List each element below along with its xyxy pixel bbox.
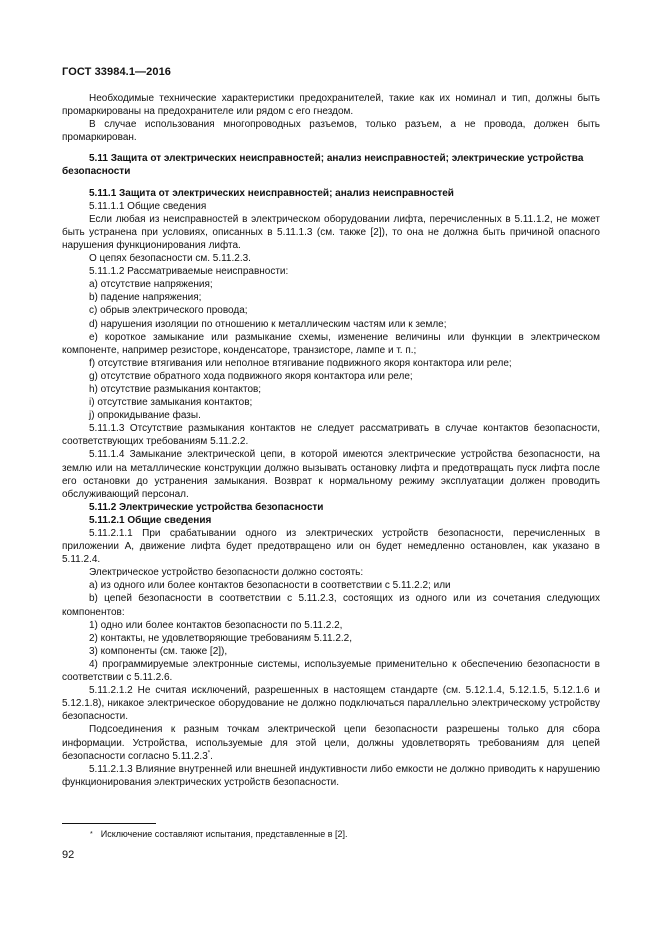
list-item: b) цепей безопасности в соответствии с 5.11.2.3, состоящих из одного или из сочетания следующих компонентов: xyxy=(62,593,600,618)
paragraph: 5.11.2.1.1 При срабатывании одного из электрических устройств безопасности, перечисленных в приложении А, движение лифта будет предотвращено или он будет немедленно остановлен, как указано в 5.11.2.4. xyxy=(62,528,600,566)
footnote-mark: * xyxy=(90,831,93,838)
paragraph: Если любая из неисправностей в электрическом оборудовании лифта, перечисленных в 5.11.1.2, не может быть устранена при условиях, описанных в 5.11.1.3 (см. также [2]), то она не должна быть причиной опасного нарушения функционирования лифта. xyxy=(62,213,600,251)
list-item: b) падение напряжения; xyxy=(89,292,202,304)
page-number: 92 xyxy=(62,849,75,861)
footnote-text: Исключение составляют испытания, представленные в [2]. xyxy=(100,829,348,839)
page-content xyxy=(62,92,600,789)
footnote-reference: * xyxy=(207,750,211,757)
paragraph: О цепях безопасности см. 5.11.2.3. xyxy=(89,253,251,265)
paragraph: 5.11.1.2 Рассматриваемые неисправности: xyxy=(89,266,289,278)
list-item: g) отсутствие обратного хода подвижного якоря контактора или реле; xyxy=(89,370,413,382)
list-item: d) нарушения изоляции по отношению к металлическим частям или к земле; xyxy=(89,318,447,330)
paragraph: Электрическое устройство безопасности должно состоять: xyxy=(89,567,364,579)
list-item: 2) контакты, не удовлетворяющие требованиям 5.11.2.2, xyxy=(89,632,353,644)
paragraph: Необходимые технические характеристики предохранителей, такие как их номинал и тип, должны быть промаркированы на предохранителе или рядом с его гнездом. xyxy=(62,93,600,118)
list-item: f) отсутствие втягивания или неполное втягивание подвижного якоря контактора или реле; xyxy=(89,357,512,369)
subsection-title: 5.11.1.1 Общие сведения xyxy=(89,200,207,212)
list-item: e) короткое замыкание или размыкание схемы, изменение величины или функции в электрическом компоненте, например резисторе, конденсаторе, транзисторе, лампе и т. п.; xyxy=(62,331,600,356)
list-item: 4) программируемые электронные системы, используемые применительно к обеспечению безопасности в соответствии с 5.11.2.6. xyxy=(62,658,600,684)
paragraph: 5.11.2.1.2 Не считая исключений, разрешенных в настоящем стандарте (см. 5.12.1.4, 5.12.1.5, 5.12.1.6 и 5.12.1.8), никакое электрическое оборудование не должно подключаться параллельно электрическому устройству безопасности. xyxy=(62,685,600,723)
paragraph: 5.11.2.1.3 Влияние внутренней или внешней индуктивности либо емкости не должно приводить к нарушению функционирования электрических устройств безопасности. xyxy=(62,763,600,788)
paragraph: 5.11.1.4 Замыкание электрической цепи, в которой имеются электрические устройства безопасности, на землю или на металлические конструкции должно вызывать остановку лифта и предотвращать пуск лифта после его остановки до устранения замыкания. Возврат к нормальному режиму эксплуатации должен проводить обслуживающий персонал. xyxy=(62,449,600,500)
list-item: 1) одно или более контактов безопасности по 5.11.2.2, xyxy=(89,619,343,631)
list-item: a) отсутствие напряжения; xyxy=(89,279,213,291)
section-heading-5-11-1: 5.11.1 Защита от электрических неисправностей; анализ неисправностей xyxy=(89,187,454,199)
section-heading-5-11-2-1: 5.11.2.1 Общие сведения xyxy=(89,514,212,526)
paragraph: В случае использования многопроводных разъемов, только разъем, а не провода, должен быть промаркирован. xyxy=(62,119,600,144)
list-item: c) обрыв электрического провода; xyxy=(89,305,248,317)
list-item: h) отсутствие размыкания контактов; xyxy=(89,383,262,395)
footnote xyxy=(90,829,348,840)
paragraph: 5.11.1.3 Отсутствие размыкания контактов не следует рассматривать в случае контактов безопасности, соответствующих требованиям 5.11.2.2. xyxy=(62,423,600,448)
paragraph-text: Подсоединения к разным точкам электрической цепи безопасности разрешены только для сбора информации. Устройства, используемые для этой цели, должны удовлетворять требованиям для цепей безопасности согласно 5.11.2.3 xyxy=(62,724,600,762)
list-item: j) опрокидывание фазы. xyxy=(89,410,201,422)
list-item: i) отсутствие замыкания контактов; xyxy=(89,397,253,409)
list-item: 3) компоненты (см. также [2]), xyxy=(89,645,228,657)
paragraph: Подсоединения к разным точкам электрической цепи безопасности разрешены только для сбора информации. Устройства, используемые для этой цели, должны удовлетворять требованиям для цепей безопасности согласно 5.11.2.3*. xyxy=(62,724,600,762)
section-heading-5-11: 5.11 Защита от электрических неисправностей; анализ неисправностей; электрические устройства безопасности xyxy=(62,153,584,178)
list-item: а) из одного или более контактов безопасности в соответствии с 5.11.2.2; или xyxy=(89,580,451,592)
footnote-divider xyxy=(62,823,156,824)
document-header: ГОСТ 33984.1—2016 xyxy=(62,66,172,78)
section-heading-5-11-2: 5.11.2 Электрические устройства безопасности xyxy=(89,501,324,513)
